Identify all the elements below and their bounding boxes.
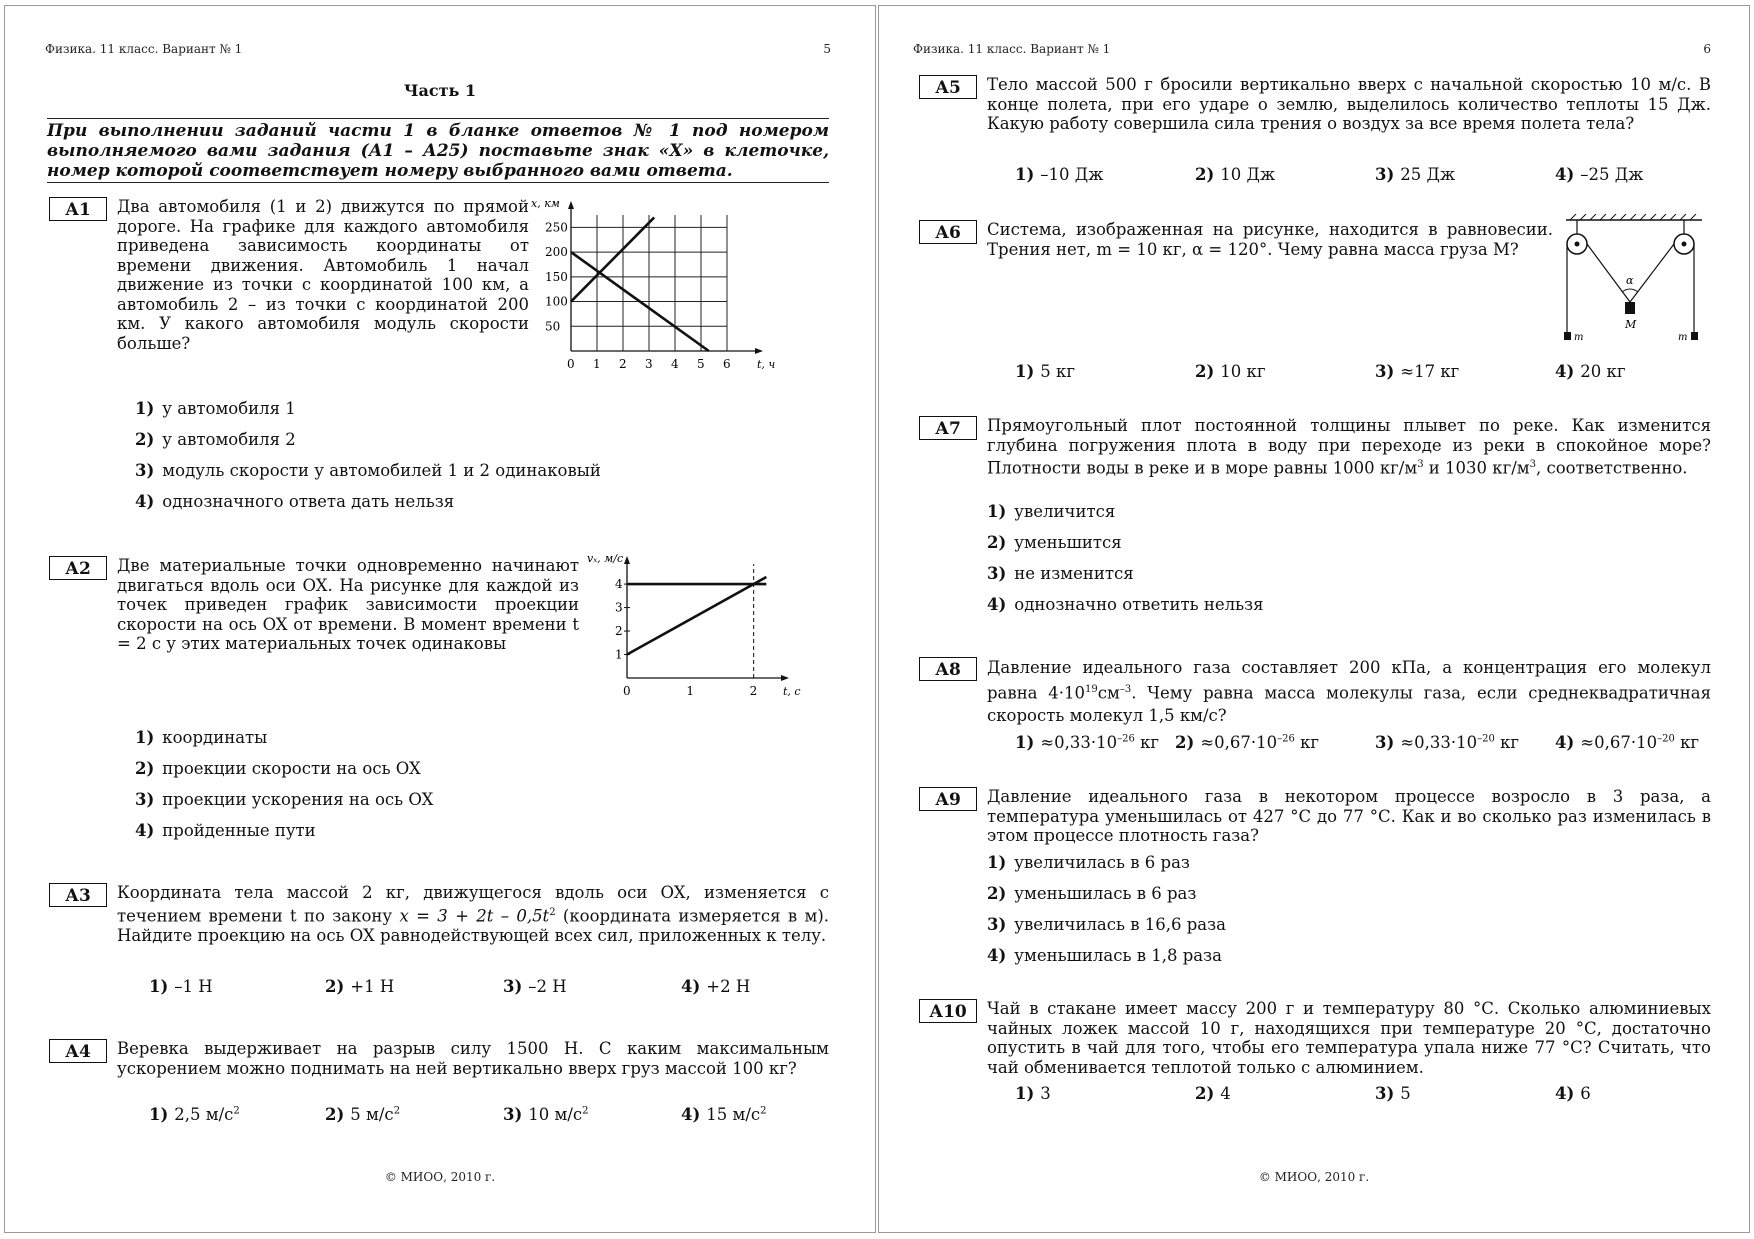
option-text: –1 Н [174,977,213,996]
option-text: увеличилась в 16,6 раза [1014,915,1226,934]
a3-option-2[interactable] [325,977,394,996]
mass-m-left-label: m [1574,332,1584,343]
x-axis-label: t, с [783,685,801,698]
option-number: 3) [1375,165,1395,184]
option-base: ≈0,33·10 [1040,733,1118,752]
option-text: 10 кг [1220,362,1266,381]
option-text: у автомобиля 2 [162,430,296,449]
a2-option-4[interactable] [135,815,433,846]
x-tick-label: 3 [645,357,653,371]
option-text: 5 м/с [350,1105,394,1124]
option-text: 5 кг [1040,362,1075,381]
task-a9-options [987,847,1226,971]
a3-text-part2: (координата измеряется в м). Найдите проекцию на ось OX равнодействующей всех сил, приложенных к телу. [117,906,829,945]
a3-option-4[interactable] [681,977,750,996]
option-number: 4) [135,821,155,840]
right-page [878,5,1750,1233]
option-number: 2) [1195,1084,1215,1103]
option-number: 1) [149,977,169,996]
y-tick-label: 200 [545,245,568,260]
option-number: 4) [681,977,701,996]
option-text: –25 Дж [1580,165,1644,184]
a4-option-4[interactable] [681,1105,767,1124]
option-number: 1) [135,728,155,747]
option-base: ≈0,33·10 [1400,733,1478,752]
task-a7-id: А7 [919,416,977,440]
a3-formula: x = 3 + 2t – 0,5t [399,906,550,925]
a8-option-4[interactable] [1555,733,1699,752]
option-text: +2 Н [706,977,751,996]
option-number: 2) [135,759,155,778]
option-number: 2) [325,1105,345,1124]
option-number: 1) [1015,1084,1035,1103]
option-text: 10 Дж [1220,165,1276,184]
left-page [4,5,876,1233]
a10-option-2[interactable] [1195,1084,1231,1103]
task-a4-id: А4 [49,1039,107,1063]
a7-option-1[interactable] [987,496,1263,527]
task-a10-text: Чай в стакане имеет массу 200 г и температуру 80 °С. Сколько алюминиевых чайных ложек массой 10 г, находящихся при температуре 20 °С, достаточно опустить в чай для того, чтобы его температура упала ниже 77 °С? Считать, что чай обменивается теплотой только с алюминием. [987,999,1711,1077]
rope-to-m-right [1630,244,1674,302]
option-number: 2) [1175,733,1195,752]
a8-exp2: –3 [1119,684,1132,695]
option-number: 1) [1015,165,1035,184]
option-number: 2) [987,533,1007,552]
part-title: Часть 1 [403,81,477,100]
option-number: 4) [681,1105,701,1124]
option-text: координаты [162,728,268,747]
pulley-system-figure [1564,214,1704,344]
option-number: 2) [325,977,345,996]
a7-option-2[interactable] [987,527,1263,558]
task-a7-text [987,416,1711,478]
option-text: увеличится [1014,502,1116,521]
a1-option-3[interactable] [135,455,601,486]
a10-option-1[interactable] [1015,1084,1051,1103]
a4-option-1[interactable] [149,1105,240,1124]
a1-option-1[interactable] [135,393,601,424]
option-number: 3) [1375,1084,1395,1103]
a9-option-1[interactable] [987,847,1226,878]
a8-text-part1: Давление идеального газа составляет 200 кПа, а концентрация его молекул равна 4·10 [987,658,1711,703]
task-a6-text: Система, изображенная на рисунке, находится в равновесии. Трения нет, m = 10 кг, α = 120°. Чему равна масса груза M? [987,220,1553,259]
option-number: 4) [987,946,1007,965]
task-a6-id: А6 [919,220,977,244]
ceiling-hatching [1570,214,1696,220]
unit-exp: 2 [582,1105,589,1117]
a5-option-1[interactable] [1015,165,1103,184]
task-a2-options [135,722,433,846]
a1-option-4[interactable] [135,486,601,517]
option-unit: кг [1500,733,1520,752]
a2-option-3[interactable] [135,784,433,815]
x-tick-label: 0 [623,684,631,698]
y-tick-label: 100 [545,294,568,309]
option-number: 4) [1555,165,1575,184]
option-number: 3) [987,915,1007,934]
option-base: ≈0,67·10 [1580,733,1658,752]
x-tick-label: 5 [697,357,705,371]
option-number: 1) [149,1105,169,1124]
page-footer-right: © МИОО, 2010 г. [1258,1170,1370,1184]
x-tick-label: 4 [671,357,679,371]
option-text: уменьшилась в 1,8 раза [1014,946,1222,965]
option-text: не изменится [1014,564,1134,583]
task-a5-id: А5 [919,75,977,99]
option-text: –2 Н [528,977,567,996]
y-tick-label: 1 [615,647,623,662]
unit-exp: 2 [393,1105,401,1117]
a3-text-part1: Координата тела массой 2 кг, движущегося вдоль оси OX, изменяется с течением времени t по закону [117,883,829,925]
option-text: у автомобиля 1 [162,399,296,418]
page-number-left: 5 [823,42,831,56]
option-number: 1) [987,853,1007,872]
option-number: 1) [1015,733,1035,752]
option-number: 3) [1375,733,1395,752]
a8-text-part2: см [1097,683,1120,703]
a7-text-part1: Прямоугольный плот постоянной толщины плывет по реке. Как изменится глубина погружения плота в воду при переходе из реки в спокойное море? Плотности воды в реке и в море равны 1000 кг/м [987,416,1711,478]
a10-option-3[interactable] [1375,1084,1411,1103]
unit-exp: 2 [233,1105,240,1117]
option-number: 4) [1555,1084,1575,1103]
right-pulley-axle [1682,242,1687,247]
a8-option-3[interactable] [1375,733,1519,752]
x-tick-label: 0 [567,357,575,371]
option-text: модуль скорости у автомобилей 1 и 2 одинаковый [162,461,601,480]
task-a2-id: А2 [49,556,107,580]
option-number: 2) [1195,362,1215,381]
option-number: 1) [987,502,1007,521]
mass-m-right [1691,332,1698,340]
alpha-label: α [1626,274,1634,287]
mass-m-left [1564,332,1571,340]
y-tick-label: 4 [615,577,623,592]
alpha-arc [1622,289,1638,292]
option-text: проекции ускорения на ось OX [162,790,434,809]
option-number: 3) [1375,362,1395,381]
task-a1-text: Два автомобиля (1 и 2) движутся по прямой дороге. На графике для каждого автомобиля приведена зависимость координаты от времени движения. Автомобиль 1 начал движение из точки с координатой 100 км, а автомобиль 2 – из точки с координатой 200 км. У какого автомобиля модуль скорости больше? [117,197,529,353]
a5-option-3[interactable] [1375,165,1455,184]
task-a9-id: А9 [919,787,977,811]
page-number-right: 6 [1703,42,1711,56]
option-text: 2,5 м/с [174,1105,234,1124]
option-text: 6 [1580,1084,1591,1103]
option-text: +1 Н [350,977,395,996]
task-a7-options [987,496,1263,620]
option-text: ≈17 кг [1400,362,1460,381]
option-number: 3) [503,977,523,996]
option-number: 1) [1015,362,1035,381]
a7-text-part2: и 1030 кг/м [1423,458,1530,478]
y-tick-label: 2 [615,624,623,639]
option-number: 3) [135,461,155,480]
option-exp: –26 [1117,733,1135,745]
option-text: уменьшится [1014,533,1122,552]
option-text: 15 м/с [706,1105,761,1124]
x-tick-label: 2 [619,357,627,371]
option-text: –10 Дж [1040,165,1104,184]
y-axis-arrow [624,556,630,564]
option-exp: –20 [1477,733,1495,745]
task-a5-text: Тело массой 500 г бросили вертикально вверх с начальной скоростью 10 м/с. В конце полета, при его ударе о землю, выделилось количество теплоты 15 Дж. Какую работу совершила сила трения о воздух за все время полета тела? [987,75,1711,133]
x-tick-label: 6 [723,357,731,371]
task-a1-options [135,393,601,517]
a7-text-part3: , соответственно. [1536,458,1688,478]
option-base: ≈0,67·10 [1200,733,1278,752]
a2-velocity-time-chart [579,548,819,718]
series-line-2 [627,577,766,654]
option-number: 3) [987,564,1007,583]
mass-m-right-label: m [1678,332,1688,343]
a8-text-part3: . Чему равна масса молекулы газа, если среднеквадратичная скорость молекул 1,5 км/с? [987,683,1711,725]
option-number: 3) [503,1105,523,1124]
a6-option-3[interactable] [1375,362,1459,381]
task-a8-id: А8 [919,657,977,681]
mass-M [1625,302,1635,314]
a6-option-2[interactable] [1195,362,1266,381]
a2-option-2[interactable] [135,753,433,784]
y-axis-label: x, км [531,197,560,210]
a6-option-1[interactable] [1015,362,1075,381]
x-axis-label: t, ч [757,358,776,371]
option-exp: –26 [1277,733,1295,745]
option-text: 10 м/с [528,1105,583,1124]
x-axis-arrow [755,348,763,354]
y-tick-label: 150 [545,269,568,284]
task-a1-id: А1 [49,197,107,221]
x-axis-arrow [781,675,789,681]
option-number: 2) [987,884,1007,903]
y-axis-arrow [568,201,574,209]
a3-option-1[interactable] [149,977,213,996]
option-text: уменьшилась в 6 раз [1014,884,1197,903]
option-text: пройденные пути [162,821,316,840]
task-a2-text: Две материальные точки одновременно начинают двигаться вдоль оси OX. На рисунке для каждой из точек приведен график зависимости проекции скорости на ось OX от времени. В момент времени t = 2 с у этих материальных точек одинаковы [117,556,579,653]
y-tick-label: 50 [545,319,561,334]
option-number: 3) [135,790,155,809]
option-number: 4) [1555,733,1575,752]
a8-exp1: 19 [1085,684,1098,695]
y-tick-label: 3 [615,600,623,615]
page-header-right: Физика. 11 класс. Вариант № 1 [913,42,1111,56]
a1-coordinate-time-chart [511,189,811,389]
option-unit: кг [1300,733,1320,752]
option-unit: кг [1140,733,1160,752]
a9-option-2[interactable] [987,878,1226,909]
option-number: 2) [135,430,155,449]
task-a8-text [987,657,1711,727]
option-text: однозначного ответа дать нельзя [162,492,455,511]
a4-option-3[interactable] [503,1105,589,1124]
left-pulley-axle [1575,242,1580,247]
a4-option-2[interactable] [325,1105,400,1124]
a7-option-3[interactable] [987,558,1263,589]
option-unit: кг [1680,733,1700,752]
task-a9-text: Давление идеального газа в некотором процессе возросло в 3 раза, а температура уменьшилась от 427 °С до 77 °С. Как и во сколько раз изменилась в этом процессе плотность газа? [987,787,1711,845]
option-text: однозначно ответить нельзя [1014,595,1264,614]
a5-option-2[interactable] [1195,165,1275,184]
y-axis-label: vₓ, м/с [587,552,624,565]
x-tick-label: 2 [749,684,758,698]
option-text: 20 кг [1580,362,1626,381]
a9-option-4[interactable] [987,940,1226,971]
unit-exp: 3 [1417,459,1424,470]
option-number: 1) [135,399,155,418]
rope-to-m-left [1587,244,1630,302]
option-number: 2) [1195,165,1215,184]
a6-option-4[interactable] [1555,362,1626,381]
page-header-left: Физика. 11 класс. Вариант № 1 [45,42,243,56]
option-text: проекции скорости на ось OX [162,759,421,778]
option-number: 4) [135,492,155,511]
mass-M-label: M [1625,318,1637,331]
option-number: 4) [987,595,1007,614]
task-a3-text [117,883,829,945]
task-a3-id: А3 [49,883,107,907]
y-tick-label: 250 [545,220,568,235]
a3-formula-exp: 2 [549,906,556,918]
unit-exp: 3 [1529,459,1537,470]
task-a10-id: А10 [919,999,977,1023]
a2-option-1[interactable] [135,722,433,753]
option-number: 4) [1555,362,1575,381]
a9-option-3[interactable] [987,909,1226,940]
option-text: 25 Дж [1400,165,1456,184]
x-tick-label: 1 [686,684,694,698]
option-text: увеличилась в 6 раз [1014,853,1190,872]
unit-exp: 2 [760,1105,767,1117]
option-text: 3 [1040,1084,1051,1103]
x-tick-label: 1 [593,357,601,371]
task-a4-text: Веревка выдерживает на разрыв силу 1500 Н. С каким максимальным ускорением можно поднимать на ней вертикально вверх груз массой 100 кг? [117,1039,829,1078]
instructions: При выполнении заданий части 1 в бланке ответов № 1 под номером выполняемого вами задания (А1 – А25) поставьте знак «Х» в клеточке, номер которой соответствует номеру выбранного вами ответа. [47,118,829,183]
a10-option-4[interactable] [1555,1084,1591,1103]
a8-option-1[interactable] [1015,733,1159,752]
a5-option-4[interactable] [1555,165,1643,184]
a7-option-4[interactable] [987,589,1263,620]
a8-option-2[interactable] [1175,733,1319,752]
option-text: 4 [1220,1084,1231,1103]
page-footer-left: © МИОО, 2010 г. [384,1170,496,1184]
a1-option-2[interactable] [135,424,601,455]
a3-option-3[interactable] [503,977,567,996]
option-text: 5 [1400,1084,1411,1103]
option-exp: –20 [1657,733,1675,745]
